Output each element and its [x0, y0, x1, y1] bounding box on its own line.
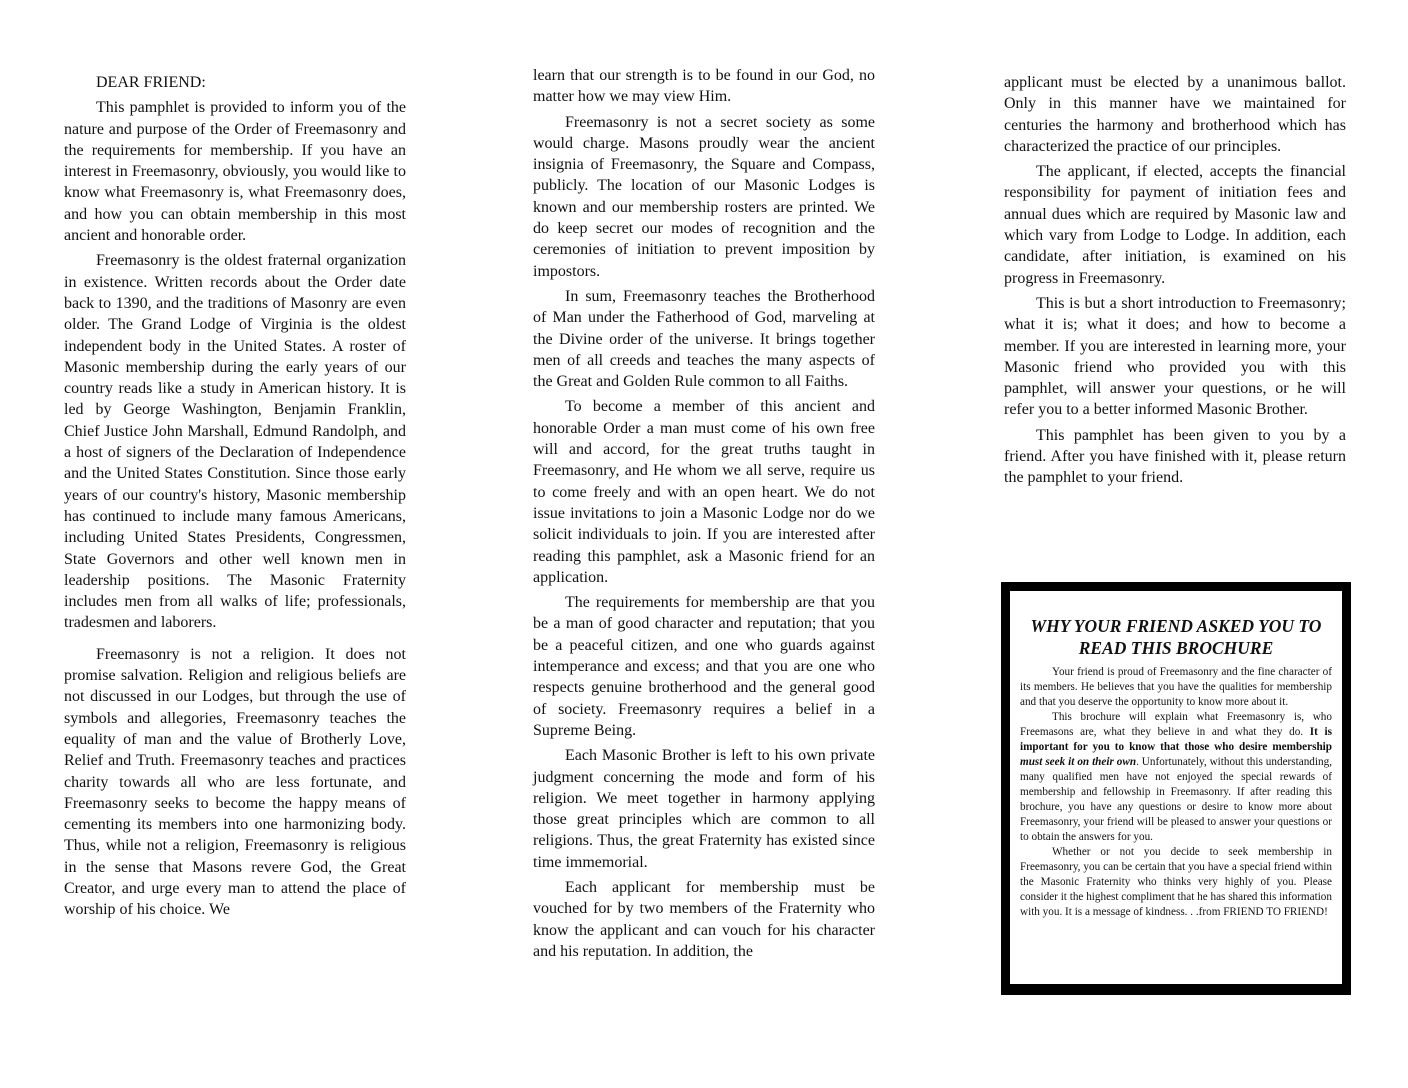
- callout-text: . Unfortunately, without this understanding, many qualified men have not enjoyed the special rewards of membership and fellowship in Freemasonry. If after reading this brochure, you have any questions or desire to know more about Freemasonry, your friend will be pleased to answer your questions or to obtain the answers for you.: [1020, 756, 1332, 843]
- column-3: [1004, 72, 1346, 493]
- callout-paragraph: Your friend is proud of Freemasonry and the fine character of its members. He believes that you have the qualities for membership and that you deserve the opportunity to know more about it.: [1020, 666, 1332, 708]
- paragraph-financial: The applicant, if elected, accepts the financial responsibility for payment of initiation fees and annual dues which are required by Masonic law and which vary from Lodge to Lodge. In addition, each candidate, after initiation, is examined on his progress in Freemasonry.: [1004, 163, 1346, 287]
- callout-body: [1020, 665, 1332, 920]
- callout-paragraph: Whether or not you decide to seek membership in Freemasonry, you can be certain that you have a special friend within the Masonic Fraternity who thinks very highly of you. Please consider it the highest compliment that he has shared this information with you. It is a message of kindness. . .from FRIEND TO FRIEND!: [1020, 846, 1332, 918]
- paragraph-history: Freemasonry is the oldest fraternal organization in existence. Written records about the Order date back to 1390, and the traditions of Masonry are even older. The Grand Lodge of Virginia is the oldest independent body in the United States. A roster of Masonic membership during the early years of our country reads like a study in American history. It is led by George Washington, Benjamin Franklin, Chief Justice John Marshall, Edmund Randolph, and a host of signers of the Declaration of Independence and the United States Constitution. Since those early years of our country's history, Masonic membership has continued to include many famous Americans, including United States Presidents, Congressmen, State Governors and other well known men in leadership positions. The Masonic Fraternity includes men from all walks of life; professionals, tradesmen and laborers.: [64, 252, 406, 632]
- paragraph-religion: Freemasonry is not a religion. It does not promise salvation. Religion and religious beliefs are not discussed in our Lodges, but through the use of symbols and allegories, Freemasonry teaches the equality of man and the value of Brotherly Love, Relief and Truth. Freemasonry teaches and practices charity towards all who are less fortunate, and Freemasonry seeks to become the happy means of cementing its members into one harmonizing body. Thus, while not a religion, Freemasonry is religious in the sense that Masons revere God, the Great Creator, and urge every man to attend the place of worship of his choice. We: [64, 645, 406, 919]
- callout-text: This brochure will explain what Freemasonry is, who Freemasons are, what they believe in and what they do.: [1020, 711, 1332, 738]
- paragraph-become-member: To become a member of this ancient and honorable Order a man must come of his own free will and accord, for the great truths taught in Freemasonry, and He whom we all serve, require us to come freely and with an open heart. We do not issue invitations to join a Masonic Lodge nor do we solicit individuals to join. If you are interested after reading this pamphlet, ask a Masonic friend for an application.: [533, 398, 875, 586]
- paragraph-intro: This pamphlet is provided to inform you of the nature and purpose of the Order of Freemasonry and the requirements for membership. If you have an interest in Freemasonry, obviously, you would like to know what Freemasonry is, what Freemasonry does, and how you can obtain membership in this most ancient and honorable order.: [64, 99, 406, 245]
- paragraph-private-judgment: Each Masonic Brother is left to his own private judgment concerning the mode and form of his religion. We meet together in harmony applying those great principles which are common to all religions. Thus, the great Fraternity has existed since time immemorial.: [533, 747, 875, 871]
- paragraph-secret-society: Freemasonry is not a secret society as some would charge. Masons proudly wear the ancient insignia of Freemasonry, the Square and Compass, publicly. The location of our Masonic Lodges is known and our membership rosters are printed. We do keep secret our modes of recognition and the ceremonies of initiation to prevent imposition by impostors.: [533, 113, 875, 280]
- paragraph-continuation: applicant must be elected by a unanimous ballot. Only in this manner have we maintained for centuries the harmony and brotherhood which has characterized the practice of our principles.: [1004, 74, 1346, 155]
- paragraph-introduction: This is but a short introduction to Freemasonry; what it is; what it does; and how to become a member. If you are interested in learning more, your Masonic friend who provided you with this pamphlet, will answer your questions, or he will refer you to a better informed Masonic Brother.: [1004, 294, 1346, 419]
- callout-title: WHY YOUR FRIEND ASKED YOU TO READ THIS BROCHURE: [1030, 616, 1322, 658]
- column-1: [64, 72, 406, 925]
- paragraph-requirements: The requirements for membership are that you be a man of good character and reputation; that you be a peaceful citizen, and one who guards against intemperance and excess; and that you are one who respects genuine brotherhood and the general good of society. Freemasonry requires a belief in a Supreme Being.: [533, 594, 875, 739]
- callout-paragraph: [1020, 710, 1332, 845]
- paragraph-continuation: learn that our strength is to be found in our God, no matter how we may view Him.: [533, 67, 875, 106]
- paragraph-in-sum: In sum, Freemasonry teaches the Brotherhood of Man under the Fatherhood of God, marveling at the Divine order of the universe. It brings together men of all creeds and teaches the many aspects of the Great and Golden Rule common to all Faiths.: [533, 287, 875, 391]
- column-2: [533, 65, 875, 966]
- salutation: DEAR FRIEND:: [96, 74, 206, 91]
- paragraph-applicant: Each applicant for membership must be vouched for by two members of the Fraternity who know the applicant and can vouch for his character and his reputation. In addition, the: [533, 878, 875, 960]
- callout-emphasis-italic: must seek it on their own: [1020, 756, 1137, 768]
- paragraph-return-pamphlet: This pamphlet has been given to you by a friend. After you have finished with it, please return the pamphlet to your friend.: [1004, 426, 1346, 487]
- callout-emphasis: It is important for you to know that those who desire membership: [1020, 726, 1332, 753]
- callout-box: [1001, 582, 1351, 995]
